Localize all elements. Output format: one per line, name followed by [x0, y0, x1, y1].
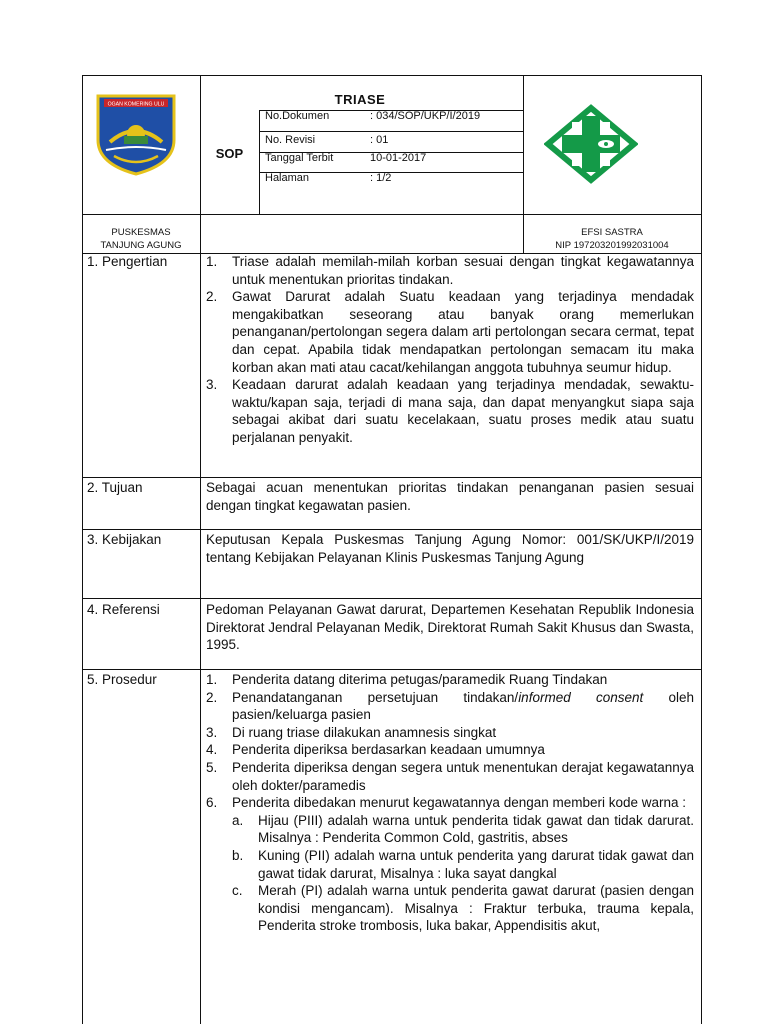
meta-value-tanggal-terbit: 10-01-2017 — [370, 152, 427, 164]
prosedur-item-1: 1. Penderita datang diterima petugas/paramedik Ruang Tindakan — [206, 672, 608, 687]
header-divider-1 — [200, 75, 201, 253]
pengertian-item-3: 3. Keadaan darurat adalah keadaan yang terjadinya mendadak, sewaktu-waktu/kapan saja, terjadi di mana saja, dan dapat menyangkut siapa saja sebagai akibat dari suatu kecelakaan, suatu proses medik atau suatu perjalanan penyakit. — [206, 377, 694, 445]
meta-label-halaman: Halaman — [265, 172, 310, 184]
meta-label-no-dokumen: No.Dokumen — [265, 110, 330, 122]
meta-label-tanggal-terbit: Tanggal Terbit — [265, 152, 334, 164]
org-name — [82, 226, 200, 252]
label-prosedur: 5. Prosedur — [87, 672, 157, 687]
prosedur-item-4: 4. Penderita diperiksa berdasarkan keadaan umumnya — [206, 742, 545, 758]
sep-1 — [82, 477, 702, 478]
sep-2 — [82, 529, 702, 530]
header-bottom-line — [82, 214, 702, 215]
content-kebijakan: Keputusan Kepala Puskesmas Tanjung Agung Nomor: 001/SK/UKP/I/2019 tentang Kebijakan Pelayanan Klinis Puskesmas Tanjung Agung — [206, 532, 694, 565]
signer-nip: NIP 197203201992031004 — [555, 240, 669, 251]
frame-top — [82, 75, 702, 76]
regency-shield-icon — [94, 90, 178, 176]
pengertian-item-1: 1. Triase adalah memilah-milah korban sesuai dengan tingkat kegawatannya untuk menentukan prioritas tindakan. — [206, 254, 694, 287]
kode-warna-hijau: a. Hijau (PIII) adalah warna untuk penderita tidak gawat dan tidak darurat. Misalnya : Penderita Common Cold, gastritis, abses — [232, 812, 694, 846]
prosedur-item-3: 3. Di ruang triase dilakukan anamnesis singkat — [206, 724, 497, 740]
label-pengertian: 1. Pengertian — [87, 254, 168, 269]
meta-value-no-revisi: : 01 — [370, 134, 389, 146]
org-line-2: TANJUNG AGUNG — [100, 240, 182, 251]
content-prosedur — [206, 671, 694, 935]
meta-value-halaman: : 1/2 — [370, 172, 392, 184]
prosedur-item-5: 5. Penderita diperiksa dengan segera untuk menentukan derajat kegawatannya oleh dokter/paramedis — [206, 759, 694, 793]
kode-warna-merah: c. Merah (PI) adalah warna untuk penderita gawat darurat (pasien dengan kondisi mengancam). Misalnya : Fraktur terbuka, trauma kepala, Penderita stroke trombosis, luka bakar, Appendisitis akut, — [232, 883, 694, 934]
frame-right — [701, 75, 702, 1024]
meta-divider — [259, 110, 260, 214]
content-tujuan: Sebagai acuan menentukan prioritas tindakan penanganan pasien sesuai dengan tingkat kegawatan pasien. — [206, 480, 694, 513]
pengertian-item-2: 2. Gawat Darurat adalah Suatu keadaan yang terjadinya mendadak mengakibatkan seseorang atau banyak orang memerlukan penanganan/pertolongan segera dalam arti pertolongan secara cermat, tepat dan cepat. Apabila tidak mendapatkan pertolongan semacam itu maka korban akan mati atau cacat/kehilangan anggota tubuhnya seumur hidup. — [206, 289, 694, 375]
kode-warna-kuning: b. Kuning (PII) adalah warna untuk penderita yang darurat tidak gawat dan gawat tidak darurat, Misalnya : luka sayat dangkal — [232, 847, 694, 881]
puskesmas-logo — [544, 104, 638, 184]
prosedur-item-6: 6. Penderita dibedakan menurut kegawatannya dengan memberi kode warna : a. Hijau (PIII) adalah warna untuk penderita tidak gawat dan tidak darurat. Misalnya : Penderita Common Cold, gastritis, abses b. Kuning (PII) adalah warna untuk penderita yang darurat tidak gawat dan gawat tidak darurat, Misalnya : luka sayat dangkal c. Merah (PI) adalah warna untuk penderita gawat darurat (pasien dengan kondisi mengancam). Misalnya : Fraktur terbuka, trauma kepala, Penderita stroke trombosis, luka bakar, Appendisitis akut, — [206, 795, 694, 934]
content-referensi: Pedoman Pelayanan Gawat darurat, Departemen Kesehatan Republik Indonesia Direktorat Jendral Pelayanan Medik, Direktorat Rumah Sakit Khusus dan Swasta, 1995. — [206, 602, 694, 653]
sep-3 — [82, 598, 702, 599]
signer-name: EFSI SASTRA — [581, 227, 643, 238]
prosedur-item-2: 2. Penandatanganan persetujuan tindakan/informed consent oleh pasien/keluarga pasien — [206, 689, 694, 723]
content-pengertian — [206, 253, 694, 447]
body-col-divider — [200, 253, 201, 1024]
frame-left — [82, 75, 83, 1024]
kode-warna-list — [232, 812, 694, 935]
emblem-banner-text: OGAN KOMERING ULU — [107, 101, 165, 108]
sep-4 — [82, 669, 702, 670]
meta-value-no-dokumen: : 034/SOP/UKP/I/2019 — [370, 110, 481, 122]
label-referensi: 4. Referensi — [87, 602, 160, 617]
signer — [523, 226, 701, 252]
meta-label-no-revisi: No. Revisi — [265, 134, 316, 146]
org-line-1: PUSKESMAS — [111, 227, 171, 238]
regency-emblem — [94, 90, 178, 176]
label-tujuan: 2. Tujuan — [87, 480, 143, 495]
sop-label: SOP — [215, 146, 244, 161]
document-title: TRIASE — [334, 92, 386, 107]
label-kebijakan: 3. Kebijakan — [87, 532, 162, 547]
puskesmas-cross-icon — [544, 104, 638, 184]
meta-row-line-1 — [259, 131, 523, 132]
